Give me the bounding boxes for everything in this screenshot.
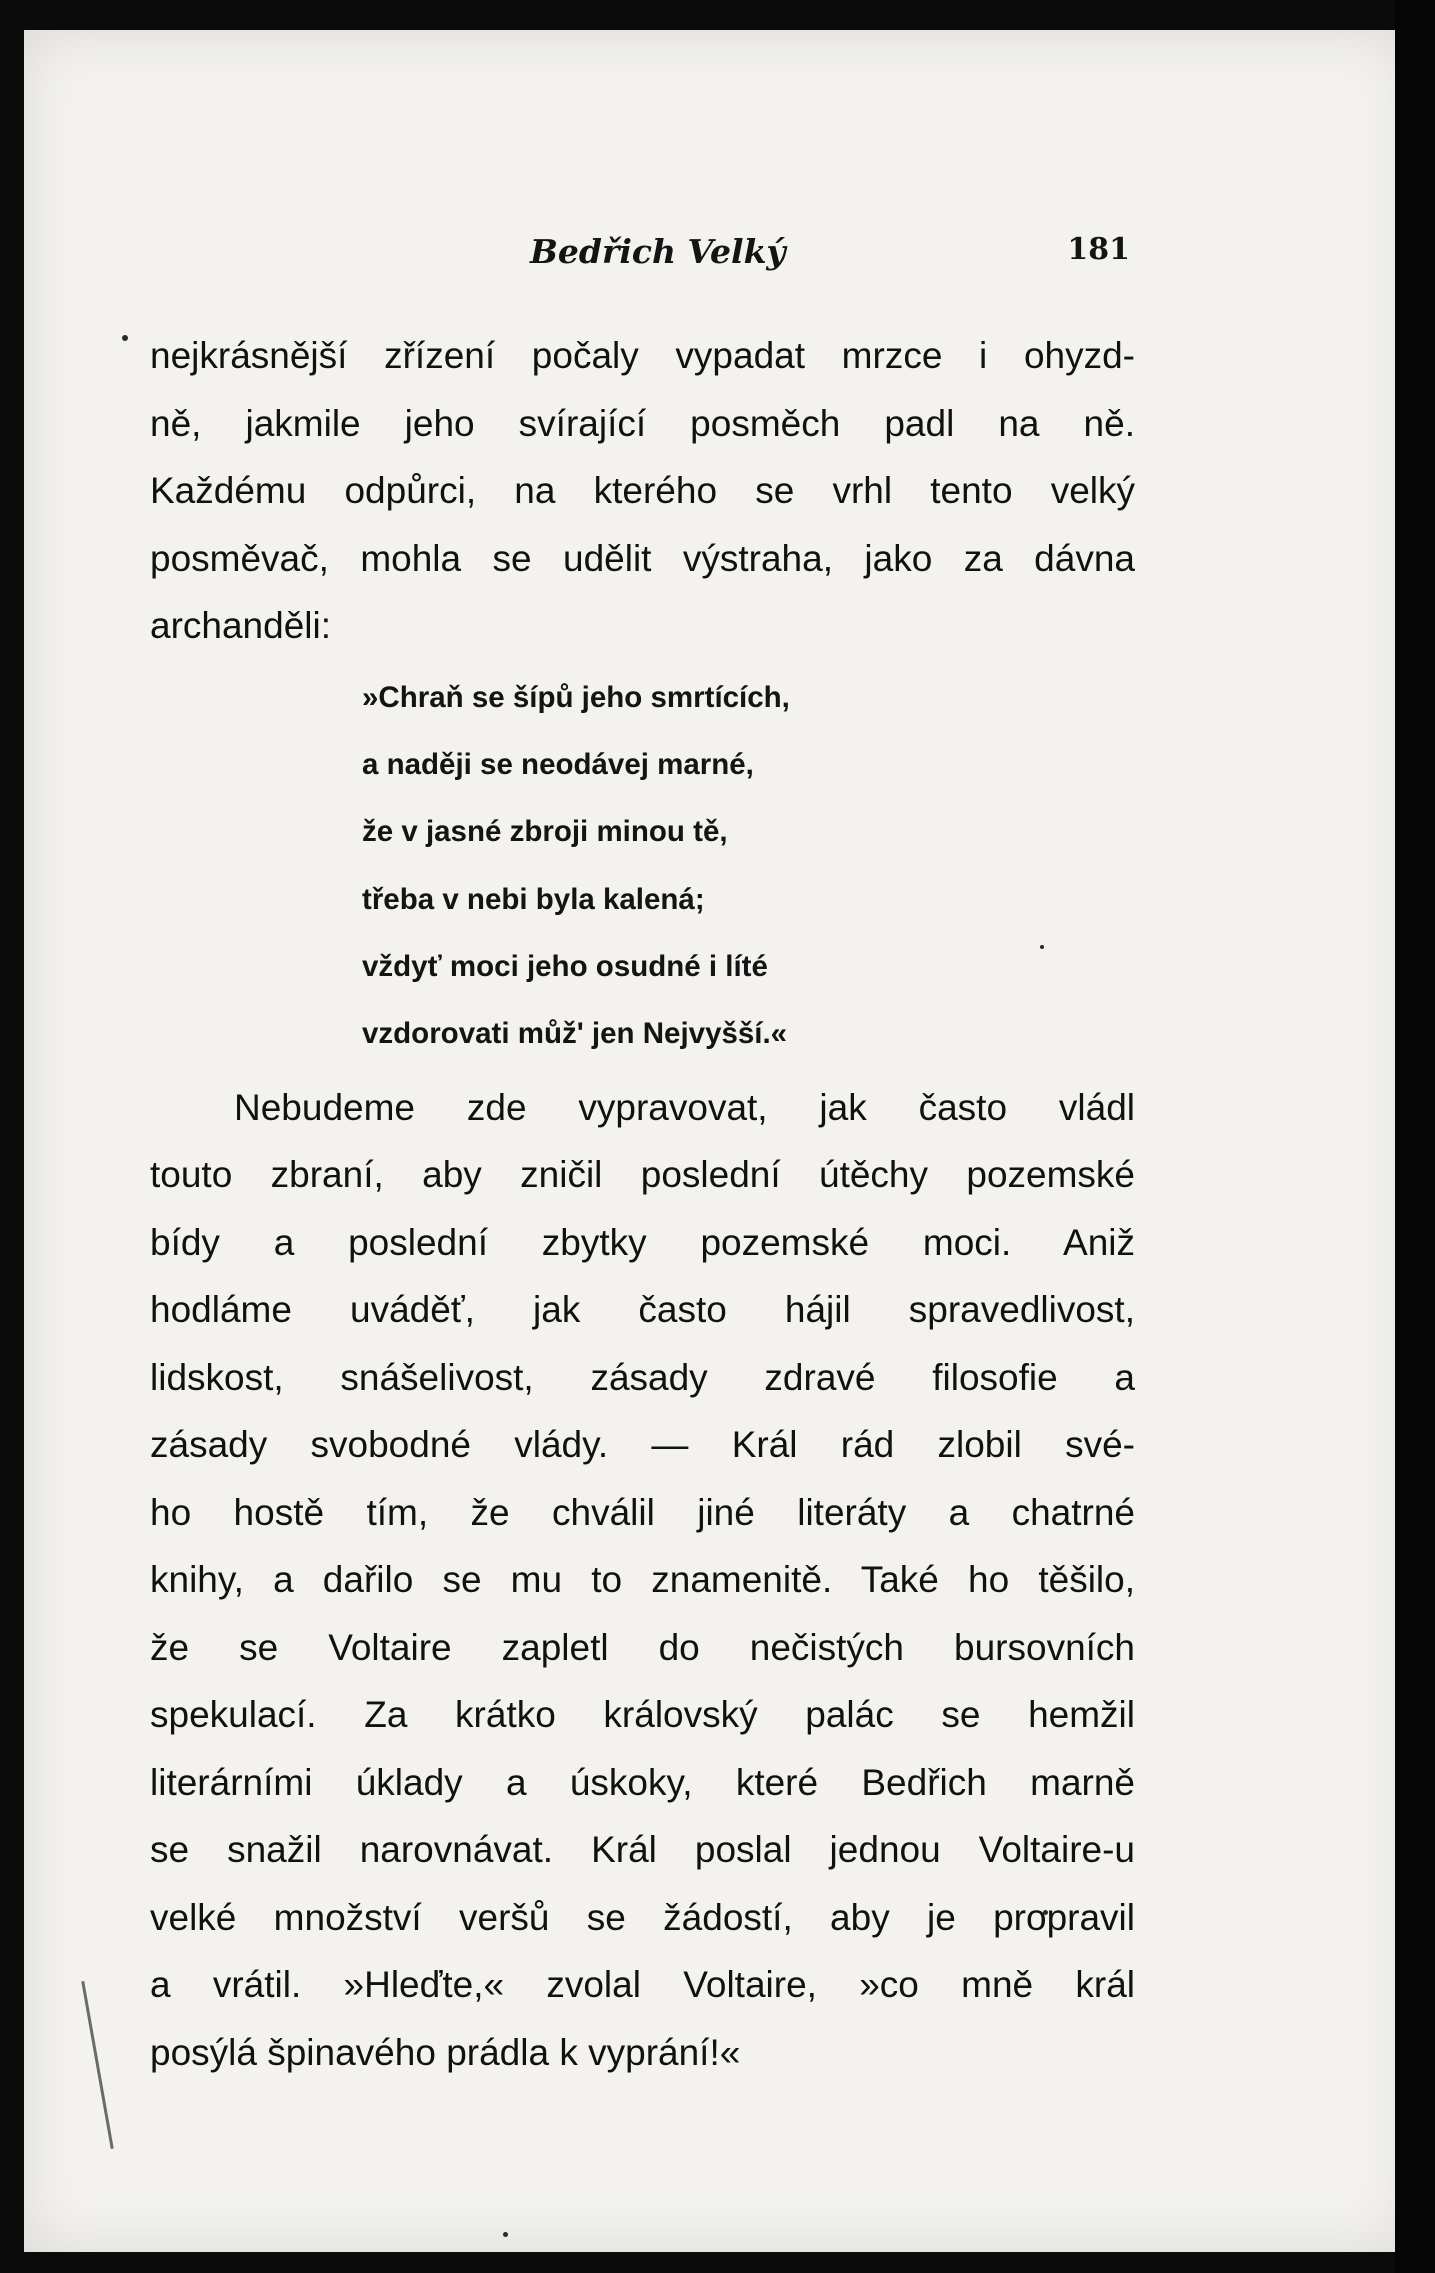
text-line: Každému odpůrci, na kterého se vrhl tento velký <box>150 470 1135 511</box>
text-line: literárními úklady a úskoky, které Bedřich marně <box>150 1761 1135 1803</box>
text-line: ho hostě tím, že chválil jiné literáty a chatrné <box>150 1491 1135 1533</box>
verse-line: vzdorovati můž' jen Nejvyšší.« <box>362 1017 788 1051</box>
text-line: že se Voltaire zapletl do nečistých bursovních <box>150 1626 1135 1668</box>
verse-line: vždyť moci jeho osudné i líté <box>362 950 768 984</box>
text-line: spekulací. Za krátko královský palác se hemžil <box>150 1694 1135 1736</box>
text-line: velké množství veršů se žádostí, aby je propravil <box>150 1896 1135 1938</box>
text-line: se snažil narovnávat. Král poslal jednou Voltaire-u <box>150 1829 1135 1871</box>
text-line: bídy a poslední zbytky pozemské moci. Aniž <box>150 1221 1135 1263</box>
text-line: a vrátil. »Hleďte,« zvolal Voltaire, »co mně král <box>150 1964 1135 2006</box>
verse-line: třeba v nebi byla kalená; <box>362 882 705 916</box>
text-line: knihy, a dařilo se mu to znamenitě. Také ho těšilo, <box>150 1559 1135 1601</box>
verse-line: a naději se neodávej marné, <box>362 747 754 781</box>
verse-line: »Chraň se šípů jeho smrtících, <box>362 680 790 714</box>
text-line: hodláme uváděť, jak často hájil spravedlivost, <box>150 1289 1135 1331</box>
text-line: ně, jakmile jeho svírající posměch padl na ně. <box>150 402 1135 444</box>
text-line: archanděli: <box>150 605 332 646</box>
text-line: nejkrásnější zřízení počaly vypadat mrzce i ohyzd- <box>150 335 1135 376</box>
text-line: zásady svobodné vlády. — Král rád zlobil své- <box>150 1424 1135 1466</box>
page-header <box>150 232 1130 272</box>
speck <box>122 335 128 341</box>
text-line: lidskost, snášelivost, zásady zdravé filosofie a <box>150 1356 1135 1398</box>
body-text <box>150 322 1135 2086</box>
speck <box>503 2232 508 2237</box>
page-edge-shadow <box>1395 0 1435 2273</box>
text-line: posýlá špinavého prádla k vyprání!« <box>150 2031 741 2073</box>
page-number: 181 <box>1067 232 1130 267</box>
verse-line: že v jasné zbroji minou tě, <box>362 815 728 849</box>
running-title: Bedřich Velký <box>530 232 786 271</box>
verse-quote <box>150 660 1135 1074</box>
text-line: touto zbraní, aby zničil poslední útěchy pozemské <box>150 1154 1135 1196</box>
text-line: posměvač, mohla se udělit výstraha, jako za dávna <box>150 537 1135 579</box>
text-line: Nebudeme zde vypravovat, jak často vládl <box>234 1086 1135 1128</box>
